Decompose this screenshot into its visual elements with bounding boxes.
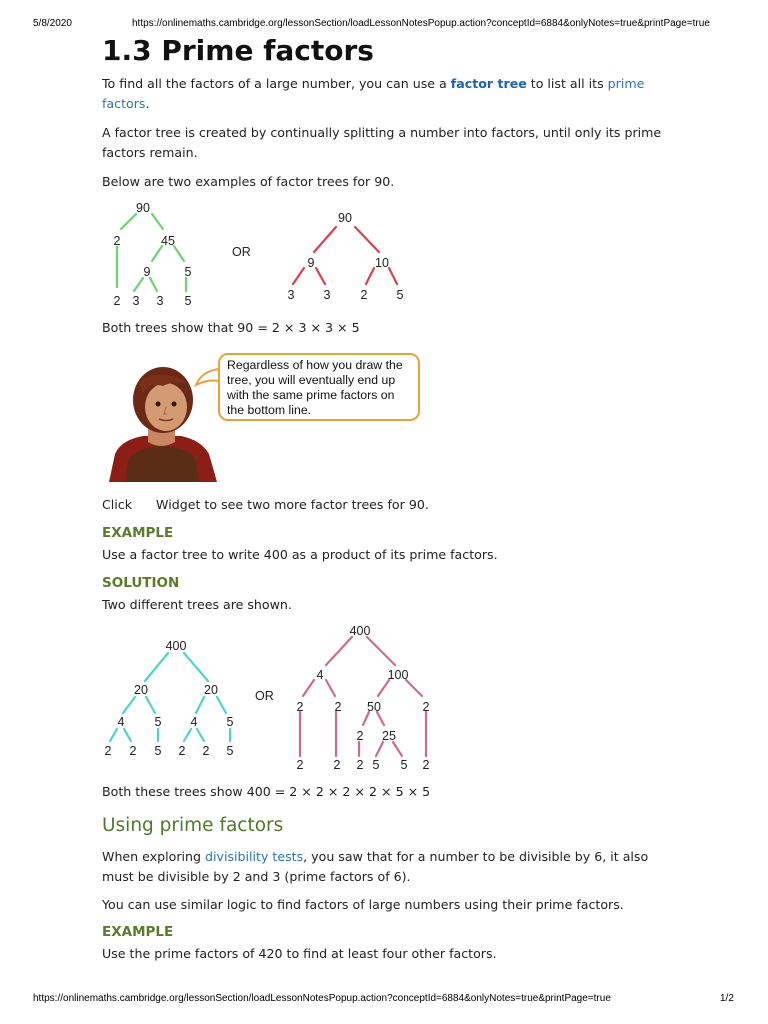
tree-400a-node: 2 — [178, 744, 186, 758]
or-label: OR — [232, 245, 251, 259]
or-label-2: OR — [255, 689, 274, 703]
tree-90a-node: 45 — [161, 234, 175, 248]
intro-text-middle: to list all its — [526, 76, 608, 91]
tree-90a-node: 90 — [136, 201, 150, 215]
tree-90a-node: 5 — [184, 265, 192, 279]
section-heading-using-prime-factors: Using prime factors — [102, 815, 284, 836]
tree-400a-node: 20 — [204, 683, 218, 697]
divisibility-tests-link[interactable]: divisibility tests — [205, 849, 304, 864]
divisibility-paragraph — [102, 847, 677, 887]
solution-text: Two different trees are shown. — [102, 597, 292, 612]
tree-400a-node: 20 — [134, 683, 148, 697]
tree-400b-node: 100 — [387, 668, 409, 682]
prime-factors-link[interactable]: prime factors — [102, 76, 645, 111]
tree-400a-node: 4 — [190, 715, 198, 729]
widget-button[interactable]: Widget — [156, 497, 201, 512]
examples-intro: Below are two examples of factor trees for 90. — [102, 174, 395, 189]
tree-400a-node: 5 — [226, 715, 234, 729]
tree-400b-node: 25 — [382, 729, 396, 743]
tree-90b-node: 5 — [396, 288, 404, 302]
solution-label: SOLUTION — [102, 575, 180, 591]
factor-tree-90-green — [100, 195, 210, 310]
factor-tree-description: A factor tree is created by continually splitting a number into factors, until only its prime factors remain. — [102, 125, 662, 160]
both-trees-90-statement: Both trees show that 90 = 2 × 3 × 3 × 5 — [102, 320, 360, 335]
divisibility-text-end: , you saw that for a number to be divisible by 6, it also must be divisible by 2 and 3 (prime factors of 6). — [102, 849, 649, 884]
intro-text-start: To find all the factors of a large number, you can use a — [102, 76, 451, 91]
tree-400b-node: 2 — [422, 758, 430, 772]
tree-400a-node: 4 — [117, 715, 125, 729]
page-number: 1/2 — [720, 993, 734, 1004]
tree-400b-node: 50 — [367, 700, 381, 714]
tree-90b-node: 3 — [323, 288, 331, 302]
tree-400b-node: 2 — [334, 700, 342, 714]
tree-90a-node: 5 — [184, 294, 192, 308]
tree-400a-node: 5 — [154, 744, 162, 758]
similar-logic-paragraph: You can use similar logic to find factors of large numbers using their prime factors. — [102, 897, 624, 912]
tree-90b-node: 90 — [338, 211, 352, 225]
widget-instruction-rest: to see two more factor trees for 90. — [204, 497, 429, 512]
factor-tree-400-cyan — [100, 635, 245, 765]
print-url: https://onlinemaths.cambridge.org/lessonSection/loadLessonNotesPopup.action?conceptId=6884&onlyNotes=true&printPage=true — [132, 18, 710, 29]
factor-tree-400-pink — [288, 622, 438, 774]
tree-90b-node: 3 — [287, 288, 295, 302]
tree-400b-node: 2 — [422, 700, 430, 714]
tree-90a-node: 3 — [156, 294, 164, 308]
tree-400b-node: 2 — [333, 758, 341, 772]
divisibility-text-start: When exploring — [102, 849, 206, 864]
tree-90a-node: 2 — [113, 294, 121, 308]
tree-90b-node: 9 — [307, 256, 315, 270]
tree-400a-node: 2 — [129, 744, 137, 758]
example-label-2: EXAMPLE — [102, 924, 174, 940]
tree-400b-node: 2 — [356, 729, 364, 743]
page-title: 1.3 Prime factors — [102, 34, 374, 67]
widget-instruction — [102, 495, 429, 515]
print-date: 5/8/2020 — [33, 18, 72, 29]
tree-400a-node: 2 — [104, 744, 112, 758]
tree-90b-node: 2 — [360, 288, 368, 302]
tree-400a-node: 5 — [154, 715, 162, 729]
intro-paragraph — [102, 74, 662, 114]
tree-400b-node: 2 — [356, 758, 364, 772]
intro-text-end: . — [145, 96, 150, 111]
tree-400b-node: 2 — [296, 700, 304, 714]
tree-400b-node: 5 — [372, 758, 380, 772]
example-text-2: Use the prime factors of 420 to find at least four other factors. — [102, 946, 497, 961]
tree-400a-node: 400 — [165, 639, 187, 653]
speech-bubble: Regardless of how you draw the tree, you will eventually end up with the same prime factors on the bottom line. — [218, 353, 420, 421]
tree-400a-node: 5 — [226, 744, 234, 758]
tree-400a-node: 2 — [202, 744, 210, 758]
tree-90a-node: 9 — [143, 265, 151, 279]
tree-90a-node: 2 — [113, 234, 121, 248]
example-label: EXAMPLE — [102, 525, 174, 541]
example-text: Use a factor tree to write 400 as a product of its prime factors. — [102, 547, 498, 562]
factor-tree-link[interactable]: factor tree — [450, 76, 527, 91]
tree-400b-node: 2 — [296, 758, 304, 772]
both-trees-400-statement: Both these trees show 400 = 2 × 2 × 2 × 2 × 5 × 5 — [102, 784, 431, 799]
tree-400b-node: 4 — [316, 668, 324, 682]
tree-400b-node: 5 — [400, 758, 408, 772]
factor-tree-90-red — [280, 205, 415, 305]
footer-url: https://onlinemaths.cambridge.org/lessonSection/loadLessonNotesPopup.action?conceptId=6884&onlyNotes=true&printPage=true — [33, 993, 611, 1004]
click-text: Click — [102, 497, 133, 512]
tree-400b-node: 400 — [349, 624, 371, 638]
tree-90b-node: 10 — [375, 256, 389, 270]
tree-90a-node: 3 — [132, 294, 140, 308]
